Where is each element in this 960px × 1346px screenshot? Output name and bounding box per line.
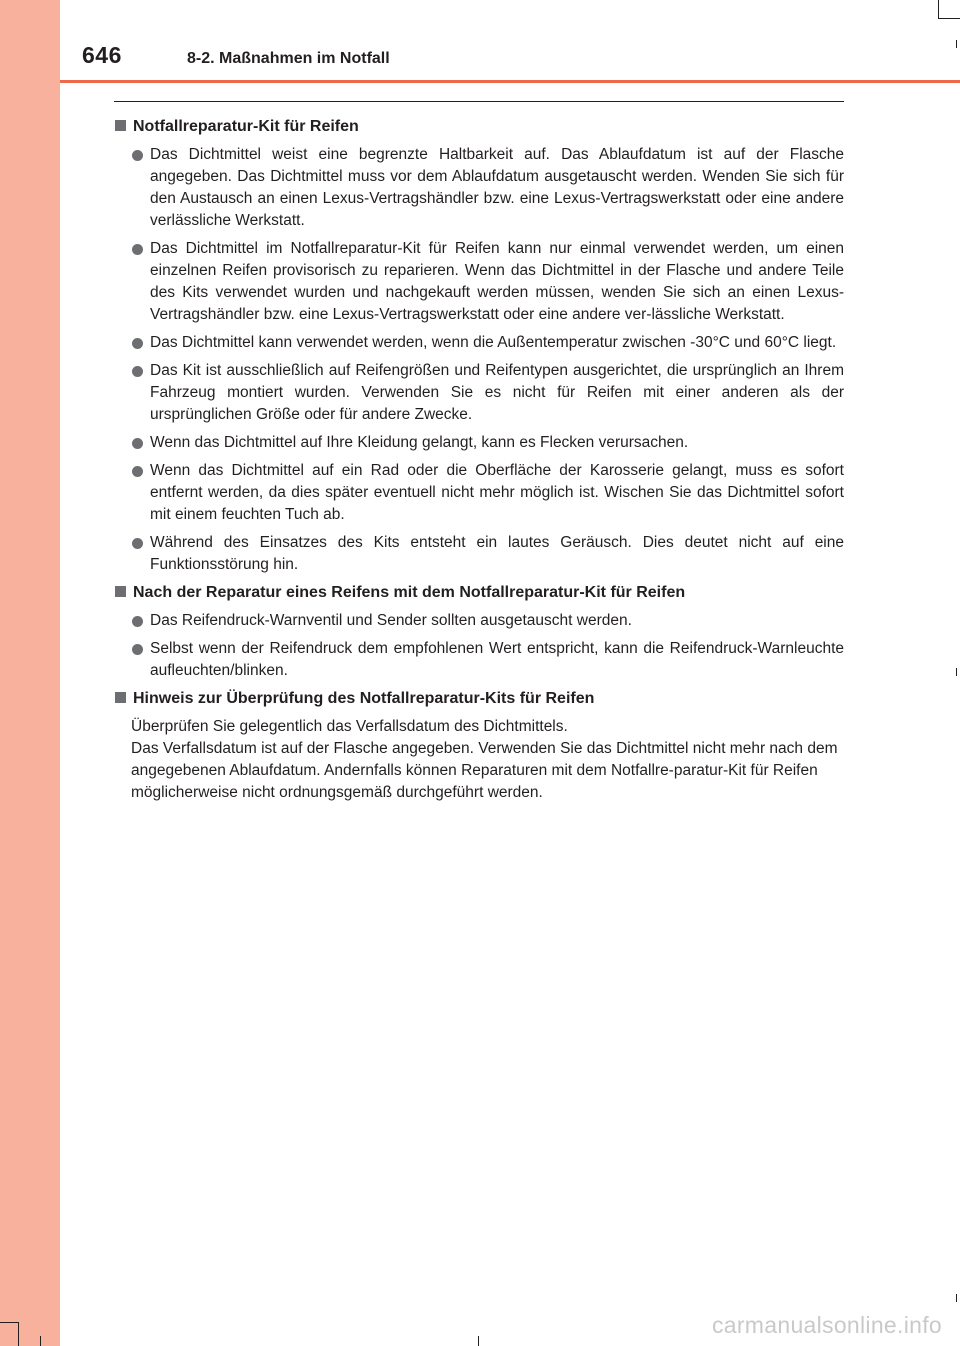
section-heading	[113, 116, 844, 138]
crop-mark	[0, 1322, 18, 1323]
crop-mark	[938, 0, 939, 18]
note-line: Überprüfen Sie gelegentlich das Verfallsdatum des Dichtmittels.	[131, 718, 568, 735]
list-item	[113, 638, 844, 682]
list-item-text: Selbst wenn der Reifendruck dem empfohlenen Wert entspricht, kann die Reifendruck-Warnleuchte aufleuchten/blinken.	[150, 640, 844, 679]
circle-bullet-icon	[132, 366, 143, 377]
list-item	[113, 610, 844, 632]
section-repair-kit	[113, 116, 844, 576]
list-item-text: Das Reifendruck-Warnventil und Sender sollten ausgetauscht werden.	[150, 612, 632, 629]
list-item-text: Das Dichtmittel weist eine begrenzte Haltbarkeit auf. Das Ablaufdatum ist auf der Flasche angegeben. Das Dichtmittel muss vor dem Ablaufdatum ausgetauscht werden. Wenden Sie sich für den Austausch an einen Lexus-Vertragshändler bzw. eine Lexus-Vertragswerkstatt oder eine andere verlässliche Werkstatt.	[150, 146, 844, 229]
list-item-text: Während des Einsatzes des Kits entsteht ein lautes Geräusch. Dies deutet nicht auf eine Funktionsstörung hin.	[150, 534, 844, 573]
list-item	[113, 432, 844, 454]
list-item	[113, 532, 844, 576]
square-bullet-icon	[115, 586, 126, 597]
crop-mark	[478, 1336, 479, 1346]
section-heading-text: Notfallreparatur-Kit für Reifen	[133, 118, 359, 135]
list-item	[113, 460, 844, 526]
list-item	[113, 360, 844, 426]
crop-mark	[18, 1322, 19, 1346]
section-kit-check-note	[113, 688, 844, 804]
crop-mark	[956, 40, 957, 48]
header-section-title: 8-2. Maßnahmen im Notfall	[187, 50, 390, 67]
side-color-strip	[0, 0, 60, 1346]
crop-mark	[938, 18, 960, 19]
section-heading	[113, 688, 844, 710]
section-heading	[113, 582, 844, 604]
list-item	[113, 144, 844, 232]
note-line: Das Verfallsdatum ist auf der Flasche angegeben. Verwenden Sie das Dichtmittel nicht mehr nach dem angegebenen Ablaufdatum. Andernfalls können Reparaturen mit dem Notfallre-paratur-Kit für Reifen möglicherweise nicht ordnungsgemäß durchgeführt werden.	[131, 740, 838, 801]
note-paragraph	[131, 716, 844, 804]
circle-bullet-icon	[132, 538, 143, 549]
section-after-repair	[113, 582, 844, 682]
circle-bullet-icon	[132, 150, 143, 161]
circle-bullet-icon	[132, 466, 143, 477]
section-heading-text: Nach der Reparatur eines Reifens mit dem Notfallreparatur-Kit für Reifen	[133, 584, 686, 601]
square-bullet-icon	[115, 120, 126, 131]
section-heading-text: Hinweis zur Überprüfung des Notfallreparatur-Kits für Reifen	[133, 690, 595, 707]
list-item-text: Wenn das Dichtmittel auf Ihre Kleidung gelangt, kann es Flecken verursachen.	[150, 434, 689, 451]
page-number: 646	[82, 42, 122, 68]
list-item-text: Wenn das Dichtmittel auf ein Rad oder die Oberfläche der Karosserie gelangt, muss es sofort entfernt werden, da dies später eventuell nicht mehr möglich ist. Wischen Sie das Dichtmittel sofort mit einem feuchten Tuch ab.	[150, 462, 844, 523]
crop-mark	[956, 668, 957, 676]
crop-mark	[956, 1294, 957, 1302]
circle-bullet-icon	[132, 338, 143, 349]
circle-bullet-icon	[132, 616, 143, 627]
list-item-text: Das Kit ist ausschließlich auf Reifengrößen und Reifentypen ausgerichtet, die ursprünglich an Ihrem Fahrzeug montiert wurden. Verwenden Sie es nicht für Reifen mit einer anderen als der ursprünglichen Größe oder für andere Zwecke.	[150, 362, 844, 423]
content-top-rule	[114, 101, 844, 102]
list-item-text: Das Dichtmittel im Notfallreparatur-Kit für Reifen kann nur einmal verwendet werden, um einen einzelnen Reifen provisorisch zu reparieren. Wenn das Dichtmittel in der Flasche und andere Teile des Kits verwendet wurden und nachgekauft werden müssen, wenden Sie sich an einen Lexus-Vertragshändler bzw. eine Lexus-Vertragswerkstatt oder eine andere ver-lässliche Werkstatt.	[150, 240, 844, 323]
crop-mark	[40, 1336, 41, 1346]
list-item	[113, 238, 844, 326]
circle-bullet-icon	[132, 244, 143, 255]
list-item	[113, 332, 844, 354]
list-item-text: Das Dichtmittel kann verwendet werden, wenn die Außentemperatur zwischen -30°C und 60°C liegt.	[150, 334, 837, 351]
square-bullet-icon	[115, 692, 126, 703]
header-divider	[60, 80, 960, 83]
page-content	[113, 116, 844, 804]
circle-bullet-icon	[132, 438, 143, 449]
circle-bullet-icon	[132, 644, 143, 655]
watermark: carmanualsonline.info	[711, 1312, 942, 1338]
